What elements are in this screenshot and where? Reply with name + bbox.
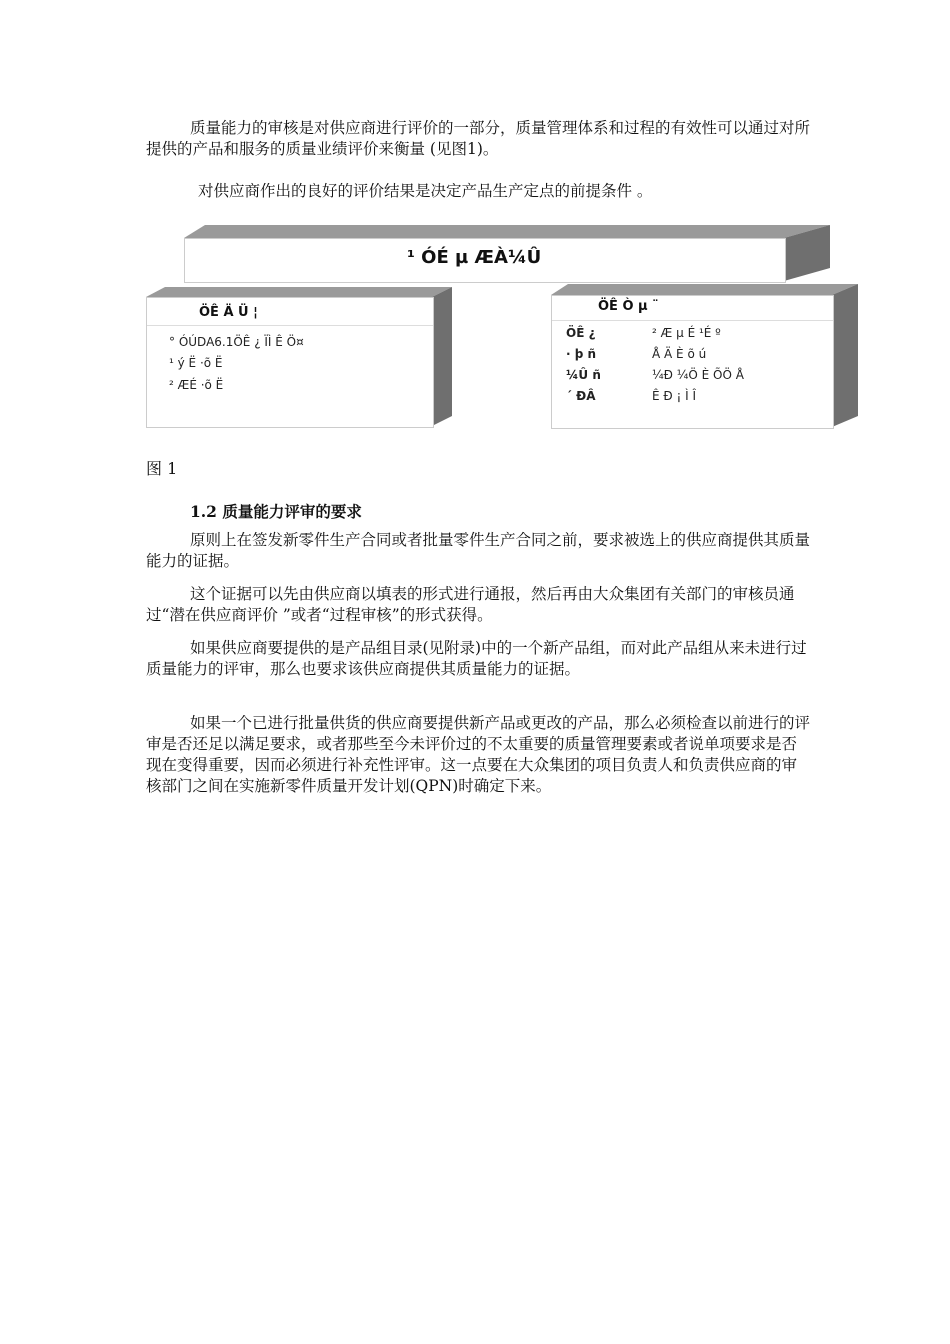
figure-right-value: Å Ä È õ ú: [652, 347, 707, 361]
figure-left-box: [146, 297, 434, 428]
figure-right-value: Ê Ð ¡ Ì Î: [652, 389, 697, 403]
figure-right-key: ¼Û ñ: [566, 368, 601, 382]
figure-right-value: ² Æ µ É ¹É º: [652, 326, 721, 340]
figure-right-key: ÖÊ ¿: [566, 326, 596, 340]
figure-right-box: [551, 295, 834, 429]
section-heading: 1.2 质量能力评审的要求: [190, 502, 362, 521]
figure-left-item: ² ÆÉ ·õ Ë: [169, 378, 224, 392]
figure-right-title: ÖÊ Ò µ ¨: [598, 299, 659, 314]
figure-top-box: [184, 238, 786, 283]
figure-left-item: ¹ ý Ë ·õ Ë: [169, 356, 223, 370]
section-paragraph-1: 原则上在签发新零件生产合同或者批量零件生产合同之前，要求被选上的供应商提供其质量能力的证据。: [146, 531, 811, 570]
intro-paragraph-2: 对供应商作出的良好的评价结果是决定产品生产定点的前提条件 。: [198, 182, 653, 200]
figure-right-key: ´ ÐÂ: [566, 389, 596, 403]
section-paragraph-4: 如果一个已进行批量供货的供应商要提供新产品或更改的产品，那么必须检查以前进行的评审是否还足以满足要求，或者那些至今未评价过的不太重要的质量管理要素或者说单项要求是否现在变得重要，因而必须进行补充性评审。这一点要在大众集团的项目负责人和负责供应商的审核部门之间在实施新零件质量开发计划(QPN)时确定下来。: [146, 714, 811, 795]
figure-right-divider: [552, 320, 833, 321]
figure-top-title: ¹ ÓÉ µ ÆÀ¼Û: [407, 247, 542, 268]
figure-left-divider: [147, 325, 433, 326]
figure-left-title: ÖÊ Ä Ü ¦: [199, 305, 258, 320]
section-paragraph-3: 如果供应商要提供的是产品组目录(见附录)中的一个新产品组，而对此产品组从来未进行过质量能力的评审，那么也要求该供应商提供其质量能力的证据。: [146, 639, 807, 678]
intro-paragraph-1: 质量能力的审核是对供应商进行评价的一部分，质量管理体系和过程的有效性可以通过对所提供的产品和服务的质量业绩评价来衡量 (见图1)。: [146, 119, 811, 158]
section-paragraph-2: 这个证据可以先由供应商以填表的形式进行通报，然后再由大众集团有关部门的审核员通过“潜在供应商评价 ”或者“过程审核”的形式获得。: [146, 585, 795, 624]
figure-left-item: ° ÓÚDA6.1ÖÊ ¿ ÏÌ Ê Ö¤: [169, 335, 304, 349]
figure-right-value: ¼Ð ¼Ö È ÕÖ Å: [652, 368, 744, 382]
figure-caption: 图 1: [146, 459, 178, 478]
figure-right-key: · þ ñ: [566, 347, 597, 361]
